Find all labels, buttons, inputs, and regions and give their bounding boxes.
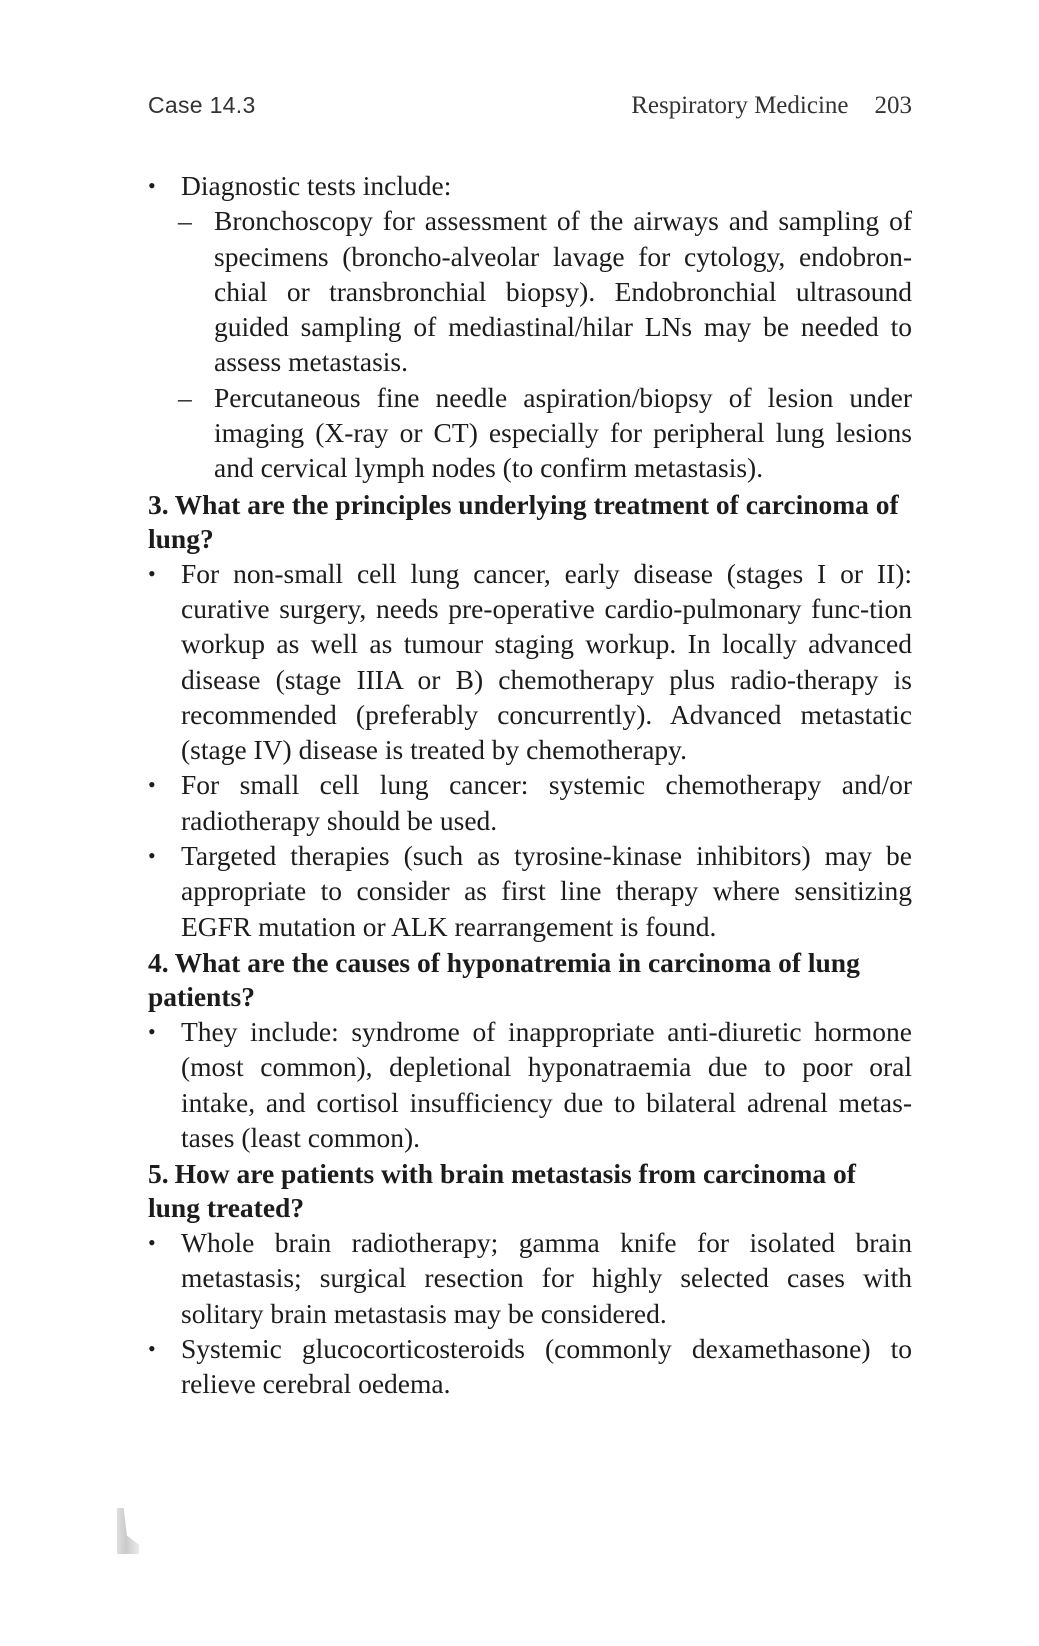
scan-artifact xyxy=(117,1508,139,1554)
case-label: Case 14.3 xyxy=(148,92,256,118)
running-header xyxy=(148,92,912,120)
question-text: What are the principles underlying treatment of carcinoma of lung? xyxy=(148,488,899,554)
question-text: What are the causes of hyponatremia in carcinoma of lung patients? xyxy=(148,946,860,1012)
sub-item-bronchoscopy: – Bronchoscopy for assessment of the airways and sampling of specimens (broncho-alveolar lavage for cytology, endobron-chial or transbronchial biopsy). Endobronchial ultrasound guided sampling of mediastinal/hilar LNs may be needed to assess metastasis. xyxy=(148,203,912,379)
question-number: 4. xyxy=(148,946,169,978)
question-text: How are patients with brain metastasis from carcinoma of lung treated? xyxy=(148,1158,856,1224)
q4-bullet-causes: • They include: syndrome of inappropriate anti-diuretic hormone (most common), depletional hyponatraemia due to poor oral intake, and cortisol insufficiency due to bilateral adrenal metas-tases (least common). xyxy=(148,1014,912,1155)
q3-bullet-nsclc: • For non-small cell lung cancer, early disease (stages I or II): curative surgery, needs pre-operative cardio-pulmonary func-tion workup as well as tumour staging workup. In locally advanced disease (stage IIIA or B) chemotherapy plus radio-therapy is recommended (preferably concurrently). Advanced metastatic (stage IV) disease is treated by chemotherapy. xyxy=(148,556,912,768)
page-number: 203 xyxy=(874,92,912,119)
page-body xyxy=(148,168,912,1402)
question-number: 5. xyxy=(148,1158,169,1190)
question-5 xyxy=(148,1157,912,1225)
q5-bullet-radiotherapy: • Whole brain radiotherapy; gamma knife for isolated brain metastasis; surgical resection for highly selected cases with solitary brain metastasis may be considered. xyxy=(148,1225,912,1331)
q3-bullet-sclc: • For small cell lung cancer: systemic chemotherapy and/or radiotherapy should be used. xyxy=(148,767,912,838)
question-3 xyxy=(148,488,912,556)
sub-item-fine-needle-aspiration: – Percutaneous fine needle aspiration/biopsy of lesion under imaging (X-ray or CT) especially for peripheral lung lesions and cervical lymph nodes (to confirm metastasis). xyxy=(148,380,912,486)
q3-bullet-targeted-therapy: • Targeted therapies (such as tyrosine-kinase inhibitors) may be appropriate to consider as first line therapy where sensitizing EGFR mutation or ALK rearrangement is found. xyxy=(148,838,912,944)
bullet-diagnostic-tests: • Diagnostic tests include: xyxy=(148,168,912,203)
question-4 xyxy=(148,946,912,1014)
section-name: Respiratory Medicine xyxy=(631,92,849,119)
question-number: 3. xyxy=(148,488,169,520)
q5-bullet-steroids: • Systemic glucocorticosteroids (commonly dexamethasone) to relieve cerebral oedema. xyxy=(148,1331,912,1402)
running-header-right xyxy=(631,92,912,120)
